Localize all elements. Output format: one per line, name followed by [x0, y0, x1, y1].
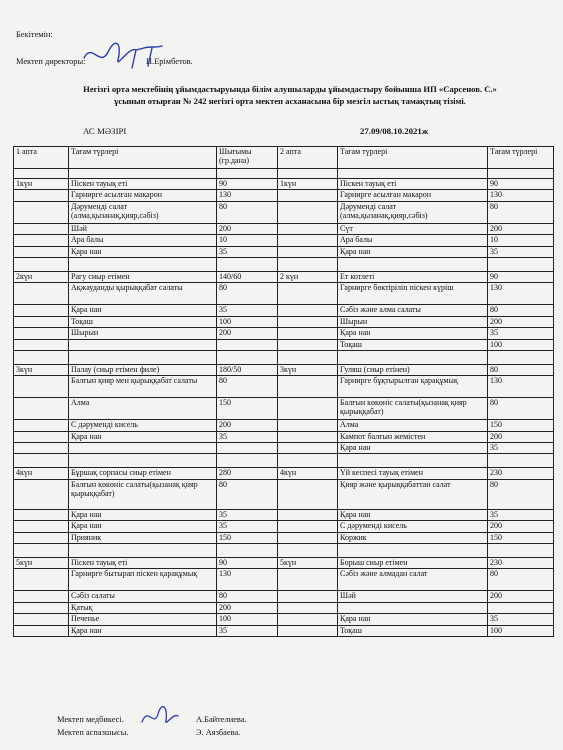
- spacer-cell: [488, 544, 554, 558]
- week2-amount-cell: 130: [488, 283, 554, 305]
- spacer-cell: [338, 544, 488, 558]
- week1-dish-cell: Қара нан: [69, 521, 217, 532]
- week2-day-cell: [278, 443, 338, 454]
- table-row: [14, 246, 554, 257]
- spacer-cell: [14, 169, 69, 179]
- week2-dish-cell: Балғын көкөніс салаты(қызанақ қияр қырыққабат): [338, 398, 488, 420]
- week1-day-cell: [14, 201, 69, 223]
- week1-amount-cell: 80: [217, 376, 278, 398]
- week2-day-cell: [278, 316, 338, 327]
- table-row: [14, 431, 554, 442]
- week2-amount-cell: 35: [488, 443, 554, 454]
- week1-amount-cell: 90: [217, 558, 278, 569]
- week1-day-cell: 3күн: [14, 364, 69, 375]
- week1-amount-cell: 200: [217, 328, 278, 339]
- week1-amount-cell: 140/60: [217, 271, 278, 282]
- spacer-cell: [69, 257, 217, 271]
- day-spacer-row: [14, 350, 554, 364]
- week2-amount-cell: 35: [488, 509, 554, 520]
- spacer-cell: [278, 257, 338, 271]
- amount1-header: Шығымы (гр.дана): [217, 147, 278, 169]
- week1-dish-cell: Шырын: [69, 328, 217, 339]
- week2-amount-cell: 200: [488, 223, 554, 234]
- week1-amount-cell: 280: [217, 468, 278, 479]
- spacer-cell: [338, 454, 488, 468]
- week2-dish-cell: Коржик: [338, 532, 488, 543]
- week1-amount-cell: 80: [217, 283, 278, 305]
- week2-dish-cell: Қара нан: [338, 328, 488, 339]
- week2-amount-cell: 200: [488, 521, 554, 532]
- week1-amount-cell: 80: [217, 479, 278, 509]
- week1-amount-cell: 35: [217, 625, 278, 636]
- cook-name: Э. Аязбаева.: [196, 728, 241, 737]
- table-row: [14, 625, 554, 636]
- week1-day-cell: [14, 625, 69, 636]
- week2-amount-cell: 80: [488, 201, 554, 223]
- spacer-cell: [338, 257, 488, 271]
- table-row: [14, 376, 554, 398]
- week2-amount-cell: 90: [488, 271, 554, 282]
- week1-day-cell: [14, 569, 69, 591]
- week2-dish-cell: С дәрумендi кисель: [338, 521, 488, 532]
- director-signature: [78, 38, 168, 72]
- week2-day-cell: [278, 479, 338, 509]
- week1-day-cell: [14, 532, 69, 543]
- week1-dish-cell: Алма: [69, 398, 217, 420]
- spacer-cell: [338, 169, 488, 179]
- week1-day-cell: [14, 316, 69, 327]
- week2-amount-cell: 130: [488, 190, 554, 201]
- table-row: [14, 509, 554, 520]
- week1-dish-cell: Қара нан: [69, 509, 217, 520]
- week2-day-cell: [278, 398, 338, 420]
- week2-dish-cell: Гарнирге бұқтырылған қарақұмық: [338, 376, 488, 398]
- week1-day-cell: [14, 509, 69, 520]
- week2-day-cell: [278, 614, 338, 625]
- table-row: [14, 339, 554, 350]
- week2-day-cell: 2 күн: [278, 271, 338, 282]
- week1-day-cell: [14, 431, 69, 442]
- week1-amount-cell: [217, 443, 278, 454]
- week2-dish-cell: Піскен тауық еті: [338, 179, 488, 190]
- week1-day-cell: [14, 479, 69, 509]
- week2-dish-cell: Қара нан: [338, 246, 488, 257]
- week2-dish-cell: Алма: [338, 420, 488, 431]
- spacer-cell: [14, 544, 69, 558]
- table-row: [14, 328, 554, 339]
- week2-day-cell: [278, 625, 338, 636]
- week2-dish-cell: Қара нан: [338, 443, 488, 454]
- week2-day-cell: [278, 532, 338, 543]
- week1-day-cell: [14, 602, 69, 613]
- week1-amount-cell: 200: [217, 223, 278, 234]
- week2-day-cell: 1күн: [278, 179, 338, 190]
- week2-amount-cell: 200: [488, 316, 554, 327]
- week1-dish-cell: Балғын көкөніс салаты(қызанақ қияр қырыққабат): [69, 479, 217, 509]
- week2-amount-cell: 230: [488, 468, 554, 479]
- spacer-cell: [217, 257, 278, 271]
- week2-amount-cell: 100: [488, 339, 554, 350]
- week1-dish-cell: Қара нан: [69, 431, 217, 442]
- table-row: [14, 316, 554, 327]
- week1-amount-cell: 80: [217, 201, 278, 223]
- week1-dish-cell: Қара нан: [69, 305, 217, 316]
- week2-day-cell: [278, 328, 338, 339]
- day-spacer-row: [14, 454, 554, 468]
- amount2-header: Тағам түрлері: [488, 147, 554, 169]
- spacer-cell: [69, 544, 217, 558]
- week1-day-cell: [14, 521, 69, 532]
- spacer-cell: [278, 169, 338, 179]
- week1-amount-cell: 90: [217, 179, 278, 190]
- week2-day-cell: [278, 246, 338, 257]
- week1-amount-cell: [217, 339, 278, 350]
- week2-amount-cell: 80: [488, 398, 554, 420]
- nurse-name: А.Байтелиева.: [196, 715, 247, 724]
- week2-dish-cell: Гуляш (сиыр етінен): [338, 364, 488, 375]
- week1-dish-cell: Қатық: [69, 602, 217, 613]
- week1-day-cell: 5күн: [14, 558, 69, 569]
- week2-dish-cell: Гарнирге бөктіріліп піскен күріш: [338, 283, 488, 305]
- table-row: [14, 532, 554, 543]
- week1-amount-cell: 130: [217, 569, 278, 591]
- week2-day-cell: [278, 235, 338, 246]
- spacer-cell: [217, 169, 278, 179]
- table-row: [14, 364, 554, 375]
- week2-dish-cell: Шәй: [338, 591, 488, 602]
- week2-dish-cell: Сәбіз және алмадан салат: [338, 569, 488, 591]
- week1-amount-cell: 35: [217, 431, 278, 442]
- week2-day-cell: 4күн: [278, 468, 338, 479]
- week2-day-cell: [278, 376, 338, 398]
- week1-dish-cell: Піскен тауық еті: [69, 179, 217, 190]
- week2-amount-cell: 35: [488, 328, 554, 339]
- week1-dish-cell: Ара балы: [69, 235, 217, 246]
- week1-amount-cell: 35: [217, 509, 278, 520]
- week2-amount-cell: 200: [488, 591, 554, 602]
- table-row: [14, 443, 554, 454]
- cook-label: Мектеп аспазшысы.: [57, 728, 129, 737]
- week1-day-cell: 4күн: [14, 468, 69, 479]
- week1-dish-cell: Гарнирге бытырап піскен қарақұмық: [69, 569, 217, 591]
- week2-dish-cell: Гарнирге асылған макарон: [338, 190, 488, 201]
- table-row: [14, 201, 554, 223]
- table-row: [14, 558, 554, 569]
- week2-amount-cell: 200: [488, 431, 554, 442]
- week1-dish-cell: Қара нан: [69, 625, 217, 636]
- week2-day-cell: [278, 509, 338, 520]
- week2-dish-cell: Сүт: [338, 223, 488, 234]
- week1-amount-cell: 35: [217, 521, 278, 532]
- week2-day-cell: [278, 283, 338, 305]
- week1-day-cell: [14, 376, 69, 398]
- week1-day-cell: [14, 420, 69, 431]
- week1-amount-cell: 180/50: [217, 364, 278, 375]
- week1-day-cell: [14, 246, 69, 257]
- week1-day-cell: [14, 223, 69, 234]
- week2-day-cell: 3күн: [278, 364, 338, 375]
- table-row: [14, 569, 554, 591]
- week2-dish-cell: Тоқаш: [338, 339, 488, 350]
- week2-amount-cell: [488, 602, 554, 613]
- week2-amount-cell: 35: [488, 246, 554, 257]
- week1-amount-cell: 35: [217, 305, 278, 316]
- day-spacer-row: [14, 169, 554, 179]
- week2-amount-cell: 100: [488, 625, 554, 636]
- menu-table: [13, 146, 554, 637]
- director-name: П.Ерімбетов.: [146, 57, 193, 66]
- table-row: [14, 420, 554, 431]
- director-label: Мектеп директоры:: [16, 57, 86, 66]
- week1-day-cell: [14, 614, 69, 625]
- spacer-cell: [14, 454, 69, 468]
- week1-amount-cell: 100: [217, 316, 278, 327]
- week2-amount-cell: 90: [488, 179, 554, 190]
- table-row: [14, 398, 554, 420]
- table-row: [14, 591, 554, 602]
- spacer-cell: [69, 454, 217, 468]
- spacer-cell: [278, 350, 338, 364]
- week1-dish-cell: Сәбіз салаты: [69, 591, 217, 602]
- title-line-2: ұсынып отырған № 242 негізгі орта мектеп асханасына бір мезгіл ыстық тамақтың тізімі.: [114, 96, 466, 106]
- week1-dish-cell: Бұршақ сорпасы сиыр етімен: [69, 468, 217, 479]
- table-row: [14, 179, 554, 190]
- week2-dish-cell: Кампот балғын жемістен: [338, 431, 488, 442]
- week1-dish-cell: [69, 339, 217, 350]
- week2-dish-cell: Ет котлеті: [338, 271, 488, 282]
- table-row: [14, 223, 554, 234]
- dishes1-header: Тағам түрлері: [69, 147, 217, 169]
- spacer-cell: [217, 350, 278, 364]
- week2-dish-cell: Қияр және қырыққабаттан салат: [338, 479, 488, 509]
- week1-dish-cell: Дәруменді салат (алма,қызанақ,қияр,сәбіз): [69, 201, 217, 223]
- week2-day-cell: [278, 569, 338, 591]
- week1-day-cell: [14, 283, 69, 305]
- week2-dish-cell: Дәрумендi салат (алма,қызанақ,қияр,сәбіз): [338, 201, 488, 223]
- spacer-cell: [217, 544, 278, 558]
- week1-header: 1 апта: [14, 147, 69, 169]
- week2-amount-cell: 130: [488, 376, 554, 398]
- week1-dish-cell: Палау (сиыр етімен филе): [69, 364, 217, 375]
- spacer-cell: [488, 454, 554, 468]
- week2-amount-cell: 80: [488, 569, 554, 591]
- week2-amount-cell: 80: [488, 305, 554, 316]
- spacer-cell: [338, 350, 488, 364]
- table-row: [14, 479, 554, 509]
- day-spacer-row: [14, 257, 554, 271]
- week1-dish-cell: С дәрумендi кисель: [69, 420, 217, 431]
- week2-day-cell: [278, 190, 338, 201]
- week2-day-cell: [278, 521, 338, 532]
- table-row: [14, 190, 554, 201]
- spacer-cell: [488, 257, 554, 271]
- week1-amount-cell: 100: [217, 614, 278, 625]
- spacer-cell: [14, 257, 69, 271]
- week1-dish-cell: Прияник: [69, 532, 217, 543]
- week2-amount-cell: 35: [488, 614, 554, 625]
- week2-dish-cell: Сәбіз және алма салаты: [338, 305, 488, 316]
- week1-amount-cell: 35: [217, 246, 278, 257]
- week1-day-cell: 1күн: [14, 179, 69, 190]
- week1-amount-cell: 200: [217, 602, 278, 613]
- week2-day-cell: [278, 591, 338, 602]
- week1-amount-cell: 200: [217, 420, 278, 431]
- week1-dish-cell: Шәй: [69, 223, 217, 234]
- week1-day-cell: [14, 190, 69, 201]
- approve-label: Бекітемін:: [16, 30, 53, 39]
- table-row: [14, 602, 554, 613]
- week2-dish-cell: Тоқаш: [338, 625, 488, 636]
- table-row: [14, 235, 554, 246]
- week2-dish-cell: Ара балы: [338, 235, 488, 246]
- week2-dish-cell: [338, 602, 488, 613]
- week1-day-cell: [14, 339, 69, 350]
- nurse-signature: [138, 704, 182, 730]
- week1-day-cell: [14, 328, 69, 339]
- week1-day-cell: [14, 235, 69, 246]
- menu-body: [14, 169, 554, 637]
- title-line-1: Негізгі орта мектебінің ұйымдастыруында білім алушыларды ұйымдастыру бойынша ИП «Сарсенов. С.»: [83, 84, 497, 94]
- spacer-cell: [278, 454, 338, 468]
- week2-dish-cell: Қара нан: [338, 614, 488, 625]
- week2-dish-cell: Шырын: [338, 316, 488, 327]
- table-header-row: [14, 147, 554, 169]
- week2-dish-cell: Борыш сиыр етімен: [338, 558, 488, 569]
- table-row: [14, 271, 554, 282]
- week1-dish-cell: Ақжауданды қырыққабат салаты: [69, 283, 217, 305]
- menu-dates: 27.09/08.10.2021ж: [360, 126, 429, 136]
- week2-day-cell: 5күн: [278, 558, 338, 569]
- week1-dish-cell: Печенье: [69, 614, 217, 625]
- week1-amount-cell: 10: [217, 235, 278, 246]
- week1-amount-cell: 130: [217, 190, 278, 201]
- table-row: [14, 614, 554, 625]
- spacer-cell: [278, 544, 338, 558]
- week2-amount-cell: 230: [488, 558, 554, 569]
- week1-dish-cell: Тоқаш: [69, 316, 217, 327]
- spacer-cell: [69, 169, 217, 179]
- week1-dish-cell: [69, 443, 217, 454]
- week1-dish-cell: Піскен тауық еті: [69, 558, 217, 569]
- nurse-label: Мектеп медбикесі.: [57, 715, 124, 724]
- week1-dish-cell: Балғын қияр мен қырыққабат салаты: [69, 376, 217, 398]
- week1-dish-cell: Гарнирге асылған макарон: [69, 190, 217, 201]
- week2-amount-cell: 80: [488, 364, 554, 375]
- table-row: [14, 305, 554, 316]
- week1-amount-cell: 150: [217, 398, 278, 420]
- week1-dish-cell: Рагу сиыр етімен: [69, 271, 217, 282]
- week2-day-cell: [278, 420, 338, 431]
- week1-day-cell: [14, 305, 69, 316]
- week2-dish-cell: Үй кеспесі тауық етімен: [338, 468, 488, 479]
- week2-day-cell: [278, 431, 338, 442]
- week2-amount-cell: 150: [488, 420, 554, 431]
- week2-day-cell: [278, 305, 338, 316]
- spacer-cell: [488, 350, 554, 364]
- week1-amount-cell: 150: [217, 532, 278, 543]
- week2-dish-cell: Қара нан: [338, 509, 488, 520]
- week2-amount-cell: 150: [488, 532, 554, 543]
- week2-day-cell: [278, 223, 338, 234]
- week1-day-cell: [14, 591, 69, 602]
- week1-amount-cell: 80: [217, 591, 278, 602]
- week2-header: 2 апта: [278, 147, 338, 169]
- table-row: [14, 521, 554, 532]
- spacer-cell: [14, 350, 69, 364]
- week1-dish-cell: Қара нан: [69, 246, 217, 257]
- week1-day-cell: [14, 398, 69, 420]
- table-row: [14, 468, 554, 479]
- week2-day-cell: [278, 339, 338, 350]
- spacer-cell: [488, 169, 554, 179]
- spacer-cell: [217, 454, 278, 468]
- week2-day-cell: [278, 602, 338, 613]
- menu-label: АС МӘЗІРІ: [83, 126, 127, 136]
- dishes2-header: Тағам түрлері: [338, 147, 488, 169]
- week1-day-cell: 2күн: [14, 271, 69, 282]
- week2-day-cell: [278, 201, 338, 223]
- week1-day-cell: [14, 443, 69, 454]
- week2-amount-cell: 10: [488, 235, 554, 246]
- day-spacer-row: [14, 544, 554, 558]
- week2-amount-cell: 80: [488, 479, 554, 509]
- spacer-cell: [69, 350, 217, 364]
- table-row: [14, 283, 554, 305]
